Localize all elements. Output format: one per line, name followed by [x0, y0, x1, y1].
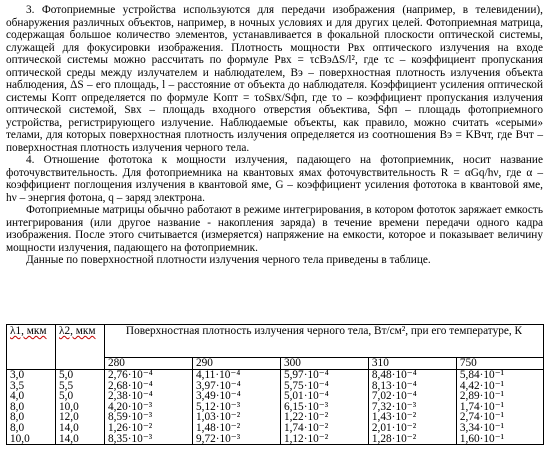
- table-cell: 3,34·10⁻¹: [456, 423, 543, 434]
- table-cell: 8,48·10⁻⁴: [368, 370, 456, 381]
- table-cell: 5,97·10⁻⁴: [280, 370, 368, 381]
- table-cell: 4,42·10⁻¹: [456, 381, 543, 392]
- table-cell: 3,5: [7, 381, 56, 392]
- col-lambda1-header: λ1, мкм: [7, 325, 56, 370]
- table-cell: 1,48·10⁻²: [192, 423, 280, 434]
- table-cell: 3,97·10⁻⁴: [192, 381, 280, 392]
- table-row: [7, 370, 544, 381]
- table-cell: 1,28·10⁻²: [368, 434, 456, 445]
- temperature-header-300: 300: [280, 358, 368, 370]
- table-cell: 4,11·10⁻⁴: [192, 370, 280, 381]
- table-cell: 1,43·10⁻²: [368, 412, 456, 423]
- table-cell: 12,0: [56, 412, 105, 423]
- table-cell: 6,15·10⁻³: [280, 402, 368, 413]
- table-cell: 14,0: [56, 423, 105, 434]
- temperature-header-750: 750: [456, 358, 543, 370]
- blackbody-table: [6, 324, 544, 445]
- table-cell: 8,35·10⁻³: [105, 434, 193, 445]
- table-cell: 9,72·10⁻³: [192, 434, 280, 445]
- table-cell: 14,0: [56, 434, 105, 445]
- table-cell: 5,12·10⁻³: [192, 402, 280, 413]
- group-header: Поверхностная плотность излучения черного тела, Вт/см², при его температуре, К: [105, 325, 544, 358]
- table-cell: 8,0: [7, 423, 56, 434]
- table-cell: 8,0: [7, 402, 56, 413]
- table-cell: 7,32·10⁻³: [368, 402, 456, 413]
- temperature-header-290: 290: [192, 358, 280, 370]
- table-cell: 5,5: [56, 381, 105, 392]
- table-cell: 5,0: [56, 370, 105, 381]
- table-cell: 1,60·10⁻¹: [456, 434, 543, 445]
- table-cell: 2,76·10⁻⁴: [105, 370, 193, 381]
- table-cell: 1,03·10⁻²: [192, 412, 280, 423]
- table-cell: 7,02·10⁻⁴: [368, 391, 456, 402]
- table-cell: 10,0: [7, 434, 56, 445]
- table-cell: 5,84·10⁻¹: [456, 370, 543, 381]
- table-cell: 2,68·10⁻⁴: [105, 381, 193, 392]
- table-cell: 3,0: [7, 370, 56, 381]
- table-cell: 2,74·10⁻¹: [456, 412, 543, 423]
- table-body: [7, 370, 544, 445]
- table-cell: 2,01·10⁻²: [368, 423, 456, 434]
- col-lambda2-header: λ2, мкм: [56, 325, 105, 370]
- table-cell: 5,0: [56, 391, 105, 402]
- paragraph-4: 4. Отношение фототока к мощности излучения, падающего на фотоприемник, носит название фоточувствительность. Для фотоприемника на квантовых ямах фоточувствительность R = αGq/hν, где α – коэффициент поглощения излучения в квантовой яме, G – коэффициент усиления фототока в квантовой яме, hν – энергия фотона, q – заряд электрона.: [6, 154, 543, 204]
- temperature-header-280: 280: [105, 358, 193, 370]
- table-row: [7, 434, 544, 445]
- table-cell: 2,38·10⁻⁴: [105, 391, 193, 402]
- table-cell: 2,89·10⁻¹: [456, 391, 543, 402]
- table-row: [7, 423, 544, 434]
- table-cell: 4,0: [7, 391, 56, 402]
- table-cell: 1,22·10⁻²: [280, 412, 368, 423]
- table-cell: 1,74·10⁻¹: [456, 402, 543, 413]
- table-header-row: [7, 325, 544, 358]
- table-cell: 4,20·10⁻³: [105, 402, 193, 413]
- table-cell: 1,12·10⁻²: [280, 434, 368, 445]
- table-cell: 5,75·10⁻⁴: [280, 381, 368, 392]
- paragraph-3: 3. Фотоприемные устройства используются для передачи изображения (например, в телевидении), обнаружения различных объектов, например, в ночных условиях и для других целей. Фотоприемная матрица, содержащая большое количество элементов, устанавливается в фокальной плоскости оптической системы, служащей для фокусировки изображения. Плотность мощности Pвх оптического излучения на входе оптической системы можно рассчитать по формуле Pвх = τсBэΔS/l², где τс – коэффициент пропускания оптической среды между излучателем и наблюдателем, Bэ – поверхностная плотность излучения объекта наблюдения, ΔS – его площадь, l – расстояние от объекта до наблюдателя. Коэффициент усиления оптической системы Kопт определяется по формуле Kопт = τоSвх/Sфп, где τо – коэффициент пропускания излучения оптической системой, Sвх – площадь входного отверстия объектива, Sфп – площадь фотоприемного устройства, регистрирующего излучение. Наблюдаемые объекты, как правило, можно считать «серыми» телами, для которых поверхностная плотность излучения определяется из соотношения Bэ = KBчт, где Bчт – поверхностная плотность излучения черного тела.: [6, 4, 543, 154]
- table-cell: 5,01·10⁻⁴: [280, 391, 368, 402]
- temperature-header-310: 310: [368, 358, 456, 370]
- table-cell: 3,49·10⁻⁴: [192, 391, 280, 402]
- table-cell: 10,0: [56, 402, 105, 413]
- table-cell: 8,13·10⁻⁴: [368, 381, 456, 392]
- table-cell: 8,0: [7, 412, 56, 423]
- paragraph-integration: Фотоприемные матрицы обычно работают в режиме интегрирования, в котором фототок заряжает емкость интегрирования (или другое название - накопления заряда) в течение времени передачи одного кадра изображения. После этого считывается (измеряется) напряжение на емкости, которое и показывает величину мощности излучения, падающего на фотоприемник.: [6, 204, 543, 254]
- document-body: [6, 4, 543, 267]
- table-cell: 1,26·10⁻²: [105, 423, 193, 434]
- table-cell: 8,59·10⁻³: [105, 412, 193, 423]
- paragraph-table-intro: Данные по поверхностной плотности излучения черного тела приведены в таблице.: [26, 254, 431, 266]
- table-cell: 1,74·10⁻²: [280, 423, 368, 434]
